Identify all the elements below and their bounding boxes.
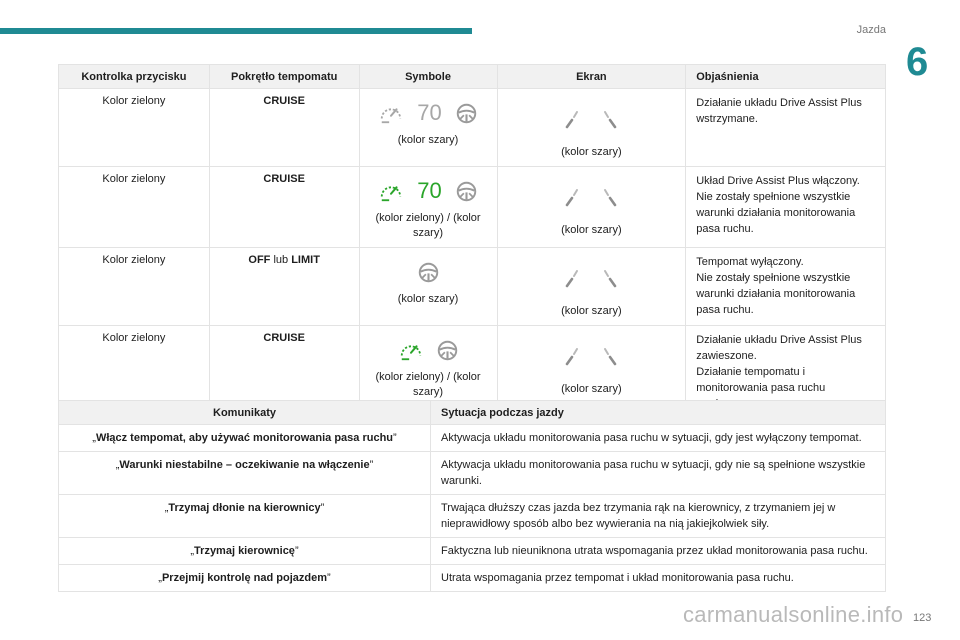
message-cell (59, 452, 431, 495)
messages-table-header (59, 401, 886, 425)
knob-cell (209, 248, 359, 326)
cruise-control-icon (399, 338, 423, 362)
col-header-knob: Pokrętło tempomatu (209, 65, 359, 89)
situation-cell: Trwająca dłuższy czas jazda bez trzymania rąk na kierownicy, z trzymaniem jej w nieprawidłowy sposób albo bez wywierania na nią jakiejkolwiek siły. (431, 495, 886, 538)
knob-cell (209, 89, 359, 167)
close-quote: ” (369, 459, 374, 471)
message-cell (59, 495, 431, 538)
explanation-line: Działanie układu Drive Assist Plus zawieszone. (696, 334, 862, 362)
screen-caption: (kolor szary) (561, 146, 622, 158)
close-quote: ” (320, 502, 325, 514)
close-quote: ” (393, 432, 397, 444)
col-header-messages: Komunikaty (59, 401, 431, 425)
status-table (58, 64, 886, 419)
indicator-cell: Kolor zielony (59, 167, 210, 248)
indicator-cell: Kolor zielony (59, 248, 210, 326)
cruise-control-icon (379, 179, 403, 203)
explanation-cell (686, 167, 886, 248)
symbol-caption: (kolor szary) (397, 293, 459, 305)
close-quote: ” (294, 545, 299, 557)
symbol-caption: (kolor szary) (397, 134, 459, 146)
steering-wheel-icon (456, 181, 477, 202)
screen-cell (497, 89, 686, 167)
explanation-line: Działanie tempomatu i monitorowania pasa ruchu (696, 366, 826, 394)
col-header-screen: Ekran (497, 65, 686, 89)
explanation-cell (686, 248, 886, 326)
table-row (59, 167, 886, 248)
message-cell (59, 538, 431, 565)
screen-cell (497, 167, 686, 248)
table-row (59, 452, 886, 495)
indicator-cell: Kolor zielony (59, 326, 210, 419)
lane-markings-icon (561, 264, 621, 288)
page-number: 123 (913, 612, 932, 624)
explanation-line: Tempomat wyłączony. (696, 256, 804, 268)
explanation-line: Nie zostały spełnione wszystkie warunki działania monitorowania pasa ruchu. (696, 191, 856, 235)
screen-caption: (kolor szary) (561, 224, 622, 236)
steering-wheel-icon (437, 340, 458, 361)
open-quote: „ (158, 572, 162, 584)
situation-cell: Utrata wspomagania przez tempomat i układ monitorowania pasa ruchu. (431, 565, 886, 592)
explanation-line: Układ Drive Assist Plus włączony. (696, 175, 860, 187)
lane-markings-icon (561, 342, 621, 366)
status-table-header (59, 65, 886, 89)
symbol-cell (359, 89, 497, 167)
table-row (59, 538, 886, 565)
message-text: Trzymaj kierownicę (194, 545, 295, 557)
table-row (59, 425, 886, 452)
table-row (59, 495, 886, 538)
explanation-cell (686, 89, 886, 167)
section-title: Jazda (856, 24, 886, 36)
table-row (59, 89, 886, 167)
screen-cell (497, 248, 686, 326)
set-speed: 70 (417, 178, 442, 203)
lane-markings-icon (561, 105, 621, 129)
screen-caption: (kolor szary) (561, 305, 622, 317)
table-row (59, 248, 886, 326)
situation-cell: Aktywacja układu monitorowania pasa ruchu w sytuacji, gdy nie są spełnione wszystkie warunki. (431, 452, 886, 495)
situation-cell: Faktyczna lub nieuniknona utrata wspomagania przez układ monitorowania pasa ruchu. (431, 538, 886, 565)
close-quote: ” (327, 572, 331, 584)
col-header-situation: Sytuacja podczas jazdy (431, 401, 886, 425)
symbol-caption: (kolor zielony) / (kolor szary) (375, 212, 481, 239)
knob-position: CRUISE (263, 173, 305, 185)
cruise-control-icon (379, 101, 403, 125)
knob-position: CRUISE (263, 332, 305, 344)
knob-cell (209, 167, 359, 248)
steering-wheel-icon (456, 103, 477, 124)
lane-markings-icon (561, 183, 621, 207)
open-quote: „ (92, 432, 96, 444)
knob-position-off: OFF (248, 254, 271, 266)
message-text: Warunki niestabilne – oczekiwanie na włączenie (119, 459, 370, 471)
knob-position: CRUISE (263, 95, 305, 107)
header-accent-bar (0, 28, 472, 34)
symbol-cell (359, 167, 497, 248)
indicator-cell: Kolor zielony (59, 89, 210, 167)
message-cell (59, 425, 431, 452)
col-header-indicator: Kontrolka przycisku (59, 65, 210, 89)
situation-cell: Aktywacja układu monitorowania pasa ruchu w sytuacji, gdy jest wyłączony tempomat. (431, 425, 886, 452)
explanation-line: Nie zostały spełnione wszystkie warunki działania monitorowania pasa ruchu. (696, 272, 856, 316)
explanation-line: Działanie układu Drive Assist Plus wstrzymane. (696, 97, 862, 125)
message-text: Włącz tempomat, aby używać monitorowania pasa ruchu (95, 432, 394, 444)
knob-position-limit: LIMIT (291, 254, 320, 266)
screen-caption: (kolor szary) (561, 383, 622, 395)
chapter-number: 6 (906, 40, 929, 84)
message-cell (59, 565, 431, 592)
set-speed: 70 (417, 100, 442, 125)
steering-wheel-icon (418, 262, 439, 283)
messages-table (58, 400, 886, 592)
open-quote: „ (164, 502, 169, 514)
watermark: carmanualsonline.info (683, 602, 904, 627)
message-text: Przejmij kontrolę nad pojazdem (161, 572, 328, 584)
open-quote: „ (190, 545, 195, 557)
symbol-caption: (kolor zielony) / (kolor szary) (375, 371, 481, 398)
open-quote: „ (115, 459, 120, 471)
table-row (59, 565, 886, 592)
symbol-cell (359, 248, 497, 326)
message-text: Trzymaj dłonie na kierownicy (168, 502, 321, 514)
knob-separator: lub (270, 254, 292, 266)
col-header-explanation: Objaśnienia (686, 65, 886, 89)
col-header-symbols: Symbole (359, 65, 497, 89)
